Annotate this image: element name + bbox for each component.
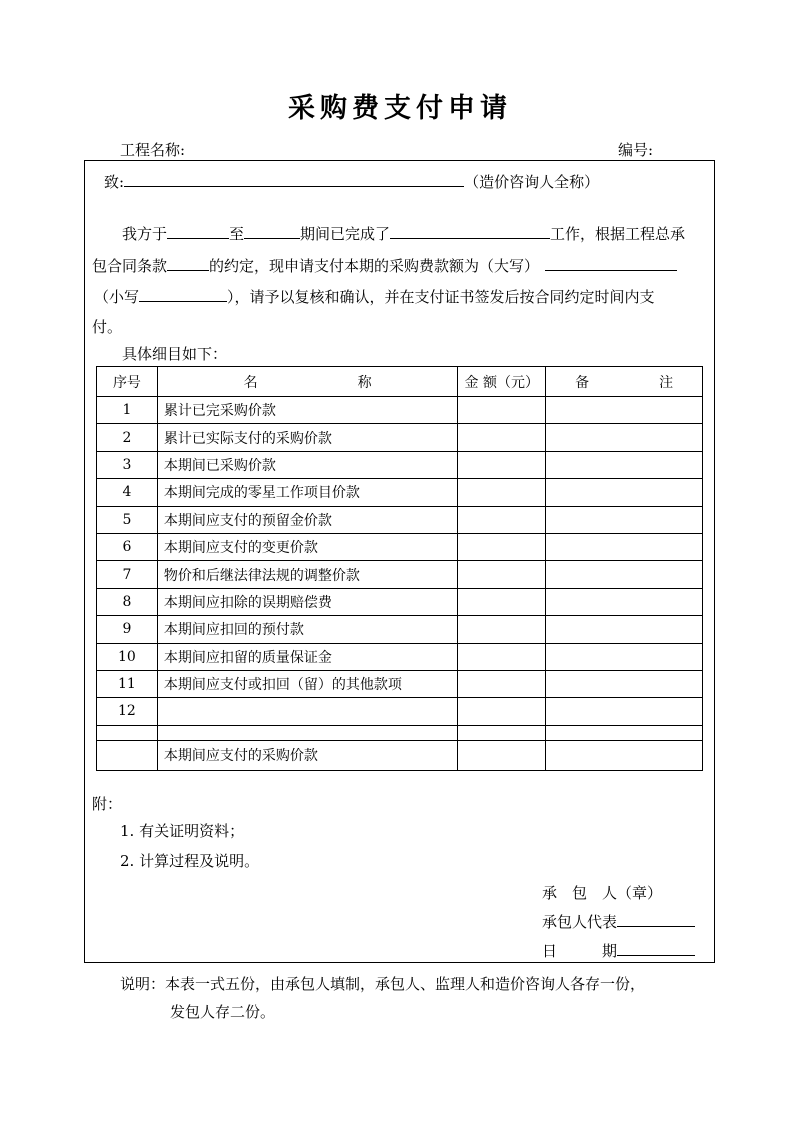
attachment-item: 1. 有关证明资料； — [120, 822, 245, 840]
row-amount-cell[interactable] — [458, 479, 546, 506]
attachments-label: 附： — [92, 795, 123, 813]
row-no: 11 — [97, 670, 158, 697]
row-amount-cell[interactable] — [458, 616, 546, 643]
row-name: 累计已完采购价款 — [157, 397, 457, 424]
text-segment: （小写 — [94, 288, 140, 306]
row-name: 本期间完成的零星工作项目价款 — [157, 479, 457, 506]
note-line-1: 说明：本表一式五份，由承包人填制，承包人、监理人和造价咨询人各存一份， — [120, 975, 646, 993]
header-name-a: 名 — [243, 374, 258, 391]
to-line — [104, 170, 599, 192]
row-name: 累计已实际支付的采购价款 — [157, 424, 457, 451]
header-amount: 金 额（元） — [458, 367, 546, 397]
table-row — [97, 397, 703, 424]
project-name-label: 工程名称: — [120, 141, 186, 159]
row-name — [157, 725, 457, 740]
row-no: 8 — [97, 588, 158, 615]
row-no: 4 — [97, 479, 158, 506]
row-remark-cell[interactable] — [546, 424, 703, 451]
date-line — [542, 940, 695, 961]
row-amount-cell[interactable] — [458, 561, 546, 588]
row-amount-cell[interactable] — [458, 725, 546, 740]
amount-uppercase-field[interactable] — [545, 254, 677, 271]
total-amount-cell[interactable] — [458, 740, 546, 770]
row-no: 9 — [97, 616, 158, 643]
header-name-b: 称 — [357, 374, 372, 391]
row-name — [157, 698, 457, 725]
form-title: 采购费支付申请 — [288, 93, 512, 124]
header-no: 序号 — [97, 367, 158, 397]
total-remark-cell[interactable] — [546, 740, 703, 770]
table-row — [97, 424, 703, 451]
text-segment: 我方于 — [122, 225, 168, 243]
header-remark-b: 注 — [659, 374, 674, 391]
representative-label: 承包人代表 — [542, 913, 618, 931]
table-row — [97, 561, 703, 588]
text-segment: ），请予以复核和确认，并在支付证书签发后按合同约定时间内支 — [227, 288, 655, 306]
total-label: 本期间应支付的采购价款 — [157, 740, 457, 770]
text-segment: 的约定，现申请支付本期的采购费款额为（大写） — [209, 257, 540, 275]
date-field[interactable] — [617, 941, 695, 956]
table-row — [97, 698, 703, 725]
consultant-name-field[interactable] — [124, 170, 464, 187]
attachment-item: 2. 计算过程及说明。 — [120, 852, 260, 870]
row-remark-cell[interactable] — [546, 616, 703, 643]
row-remark-cell[interactable] — [546, 533, 703, 560]
row-amount-cell[interactable] — [458, 588, 546, 615]
row-no: 7 — [97, 561, 158, 588]
table-header-row — [97, 367, 703, 397]
work-field[interactable] — [390, 222, 550, 239]
text-segment: 包合同条款 — [92, 257, 168, 275]
text-segment: 期间已完成了 — [300, 225, 391, 243]
header-remark — [546, 367, 703, 397]
row-remark-cell[interactable] — [546, 451, 703, 478]
representative-field[interactable] — [617, 912, 695, 927]
row-name: 本期间应扣留的质量保证金 — [157, 643, 457, 670]
amount-lowercase-field[interactable] — [139, 285, 227, 302]
row-amount-cell[interactable] — [458, 533, 546, 560]
row-name: 物价和后继法律法规的调整价款 — [157, 561, 457, 588]
row-name: 本期间应扣回的预付款 — [157, 616, 457, 643]
contractor-seal-label: 承 包 人（章） — [542, 884, 663, 902]
row-remark-cell[interactable] — [546, 561, 703, 588]
row-remark-cell[interactable] — [546, 725, 703, 740]
table-row — [97, 616, 703, 643]
details-label: 具体细目如下： — [122, 345, 228, 363]
text-segment: 至 — [229, 225, 245, 243]
clause-field[interactable] — [167, 254, 209, 271]
row-name: 本期间已采购价款 — [157, 451, 457, 478]
to-prefix: 致: — [104, 173, 125, 191]
row-no: 3 — [97, 451, 158, 478]
row-remark-cell[interactable] — [546, 479, 703, 506]
row-amount-cell[interactable] — [458, 451, 546, 478]
number-label: 编号: — [618, 141, 654, 159]
end-date-field[interactable] — [244, 222, 300, 239]
row-remark-cell[interactable] — [546, 643, 703, 670]
row-name: 本期间应扣除的误期赔偿费 — [157, 588, 457, 615]
header-remark-a: 备 — [575, 374, 590, 391]
header-name — [157, 367, 457, 397]
table-row — [97, 479, 703, 506]
row-no: 5 — [97, 506, 158, 533]
table-row-total — [97, 740, 703, 770]
row-no — [97, 740, 158, 770]
row-amount-cell[interactable] — [458, 698, 546, 725]
row-remark-cell[interactable] — [546, 698, 703, 725]
row-remark-cell[interactable] — [546, 506, 703, 533]
table-row-blank — [97, 725, 703, 740]
to-suffix: （造价咨询人全称） — [464, 173, 600, 191]
date-label: 日 期 — [542, 942, 618, 960]
row-no: 2 — [97, 424, 158, 451]
row-amount-cell[interactable] — [458, 670, 546, 697]
table-row — [97, 506, 703, 533]
paragraph-line-3 — [94, 285, 655, 307]
row-no: 10 — [97, 643, 158, 670]
row-no: 1 — [97, 397, 158, 424]
table-row — [97, 451, 703, 478]
text-segment: 工作，根据工程总承 — [550, 225, 686, 243]
table-row — [97, 533, 703, 560]
row-name: 本期间应支付的变更价款 — [157, 533, 457, 560]
table-row — [97, 588, 703, 615]
row-no — [97, 725, 158, 740]
paragraph-line-2 — [92, 254, 677, 276]
table-row — [97, 670, 703, 697]
table-row — [97, 643, 703, 670]
note-line-2: 发包人存二份。 — [170, 1003, 276, 1021]
row-name: 本期间应支付或扣回（留）的其他款项 — [157, 670, 457, 697]
row-amount-cell[interactable] — [458, 506, 546, 533]
paragraph-line-1 — [122, 222, 685, 244]
row-no: 6 — [97, 533, 158, 560]
row-amount-cell[interactable] — [458, 643, 546, 670]
start-date-field[interactable] — [167, 222, 229, 239]
contractor-representative-line — [542, 911, 695, 932]
row-amount-cell[interactable] — [458, 397, 546, 424]
paragraph-line-4: 付。 — [92, 318, 123, 336]
row-no: 12 — [97, 698, 158, 725]
row-amount-cell[interactable] — [458, 424, 546, 451]
row-remark-cell[interactable] — [546, 588, 703, 615]
row-remark-cell[interactable] — [546, 670, 703, 697]
row-remark-cell[interactable] — [546, 397, 703, 424]
row-name: 本期间应支付的预留金价款 — [157, 506, 457, 533]
payment-items-table — [96, 366, 703, 771]
